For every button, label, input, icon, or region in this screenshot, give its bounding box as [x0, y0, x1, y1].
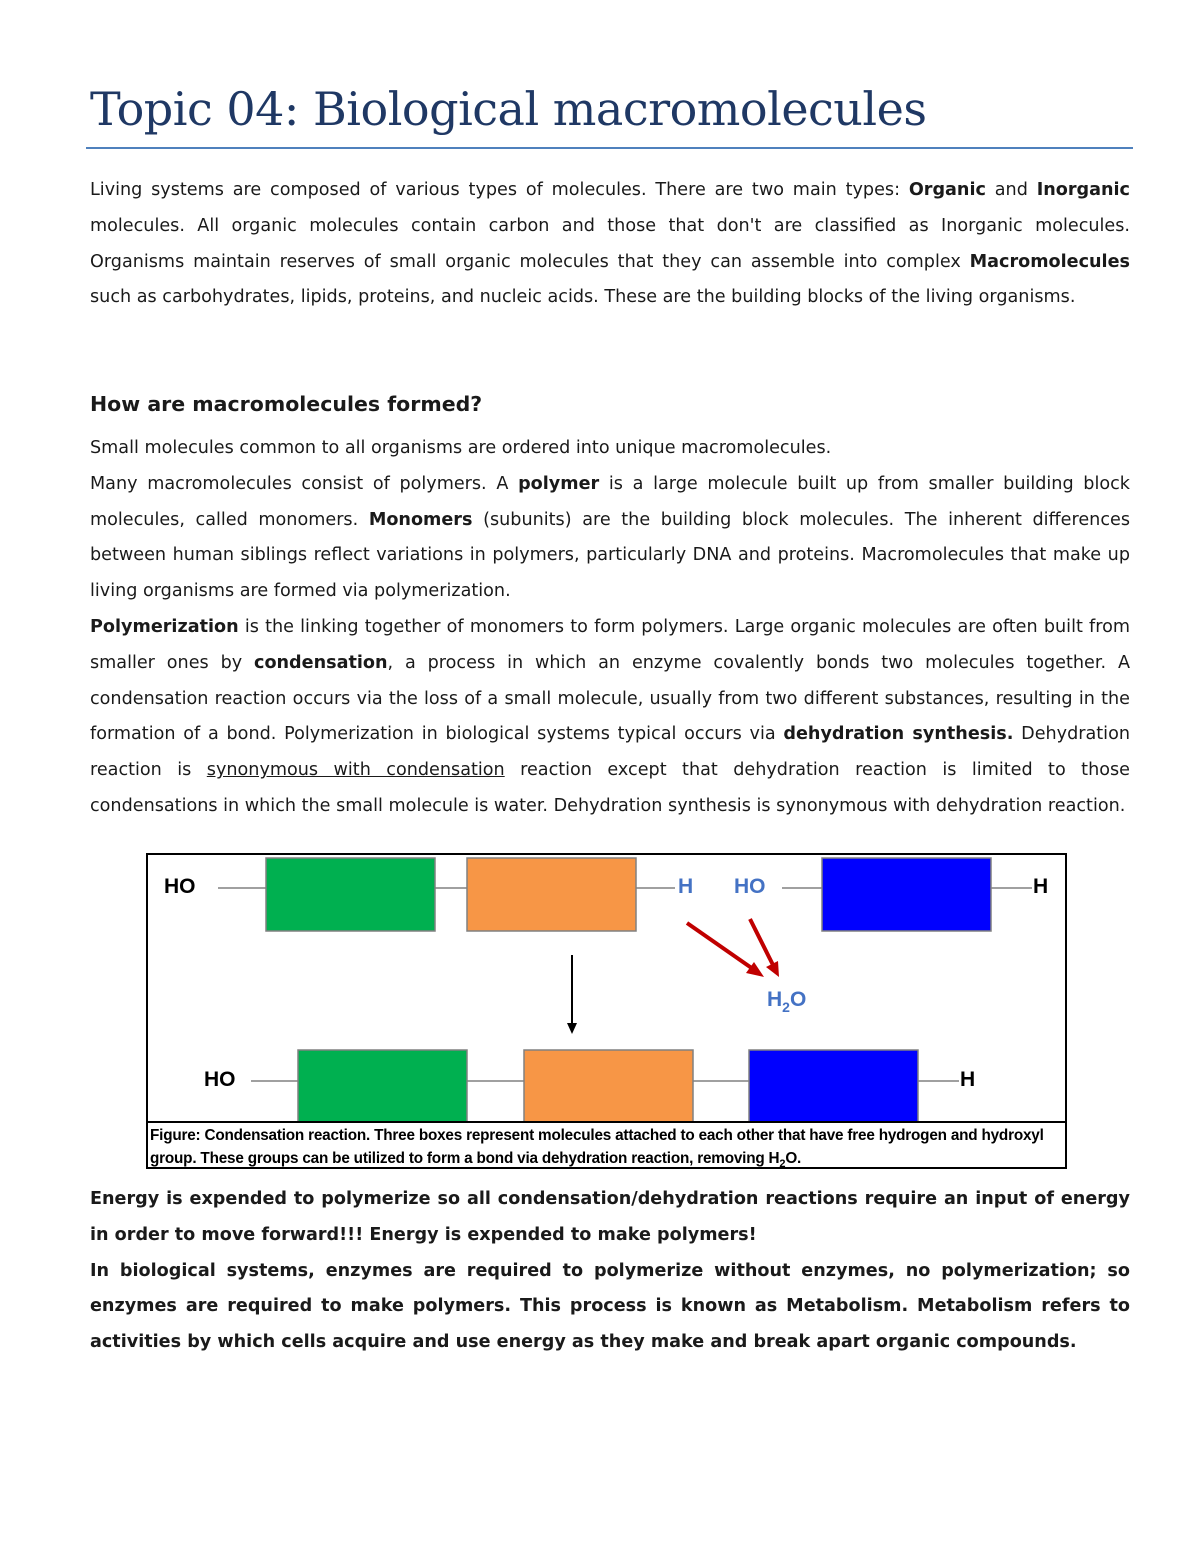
- bottom-ho-label: HO: [204, 1068, 236, 1091]
- water-subscript: 2: [782, 999, 790, 1015]
- term-monomers: Monomers: [368, 509, 473, 530]
- orange-polymer-box: [524, 1050, 693, 1121]
- intro-text-1: Living systems are composed of various types of molecules. There are two main types:: [90, 180, 909, 200]
- metabolism-paragraph: In biological systems, enzymes are required to polymerize without enzymes, no polymerization; so enzymes are required to make polymers. This process is known as Metabolism. Metabolism refers to activities by which cells acquire and use energy as they make and break apart organic compounds.: [90, 1260, 1130, 1353]
- green-monomer-box: [266, 858, 435, 931]
- energy-paragraph: Energy is expended to polymerize so all condensation/dehydration reactions require an input of energy in order to move forward!!! Energy is expended to make polymers!: [90, 1189, 1130, 1245]
- red-arrow-hydroxyl: [750, 919, 773, 965]
- polymer-text-3: (subunits) are the building block molecules. The inherent differences between human siblings reflect variations in polymers, particularly DNA and proteins. Macromolecules that make up living organisms are formed via polymerization.: [90, 509, 1130, 602]
- free-hydrogen-label: H: [678, 875, 694, 898]
- intro-text-2: and: [985, 180, 1037, 200]
- caption-text: Figure: Condensation reaction. Three boxes represent molecules attached to each other that have free hydrogen and hydroxyl group. These groups can be utilized to form a bond via dehydration reaction, removing H: [150, 1127, 1044, 1167]
- polymerization-paragraph: [90, 610, 1130, 825]
- term-dehydration-synthesis: dehydration synthesis.: [783, 724, 1014, 745]
- polymer-paragraph: [90, 467, 1130, 610]
- top-ho-label: HO: [164, 875, 196, 898]
- figure-caption: [148, 1121, 1065, 1169]
- polymerization-text-2: , a process in which an enzyme covalently bonds two molecules together. A condensation reaction occurs via the loss of a small molecule, usually from two different substances, resulting in the formation of a bond. Polymerization in biological systems typical occurs via: [90, 652, 1130, 745]
- polymerization-text-1: is the linking together of monomers to form polymers. Large organic molecules are often built from smaller ones by: [90, 616, 1130, 673]
- condensation-diagram: [148, 855, 1065, 1121]
- polymer-text-1: Many macromolecules consist of polymers. A: [90, 473, 519, 494]
- free-hydroxyl-label: HO: [734, 875, 766, 898]
- blue-polymer-box: [749, 1050, 918, 1121]
- top-h-label: H: [1033, 875, 1049, 898]
- water-h: H: [767, 988, 783, 1011]
- term-organic: Organic: [908, 180, 986, 200]
- bottom-h-label: H: [960, 1068, 976, 1091]
- term-inorganic: Inorganic: [1036, 180, 1130, 200]
- term-polymerization: Polymerization: [90, 616, 239, 637]
- section-heading: How are macromolecules formed?: [90, 392, 483, 416]
- closing-section: [90, 1182, 1130, 1361]
- intro-paragraph: [90, 173, 1130, 316]
- blue-monomer-box: [822, 858, 991, 931]
- polymerization-text-4: reaction except that dehydration reaction is limited to those condensations in which the small molecule is water. Dehydration synthesis is synonymous with dehydration reaction.: [90, 760, 1130, 816]
- polymerization-text-3: Dehydration reaction is: [90, 724, 1130, 781]
- water-o: O: [789, 988, 807, 1011]
- section-body: [90, 431, 1130, 825]
- term-macromolecules: Macromolecules: [969, 251, 1130, 272]
- term-polymer: polymer: [518, 473, 600, 494]
- section-line-1: Small molecules common to all organisms are ordered into unique macromolecules.: [90, 438, 832, 458]
- condensation-figure: [146, 853, 1067, 1169]
- intro-text-3: molecules. All organic molecules contain carbon and those that don't are classified as Inorganic molecules. Organisms maintain reserves of small organic molecules that they can assemble into complex: [90, 215, 1130, 272]
- caption-subscript: 2: [779, 1158, 786, 1171]
- caption-end: O.: [785, 1150, 802, 1167]
- orange-monomer-box: [467, 858, 636, 931]
- title-underline: [86, 147, 1133, 149]
- red-arrow-hydrogen: [687, 923, 753, 969]
- synonymous-underlined: synonymous with condensation: [206, 760, 505, 781]
- polymer-text-2: is a large molecule built up from smaller building block molecules, called monomers.: [90, 473, 1130, 530]
- term-condensation: condensation: [254, 652, 388, 673]
- intro-text-4: such as carbohydrates, lipids, proteins, and nucleic acids. These are the building blocks of the living organisms.: [90, 287, 1076, 308]
- reaction-arrowhead: [567, 1023, 577, 1034]
- page-title: Topic 04: Biological macromolecules: [90, 82, 927, 136]
- water-label: [767, 988, 806, 1015]
- green-polymer-box: [298, 1050, 467, 1121]
